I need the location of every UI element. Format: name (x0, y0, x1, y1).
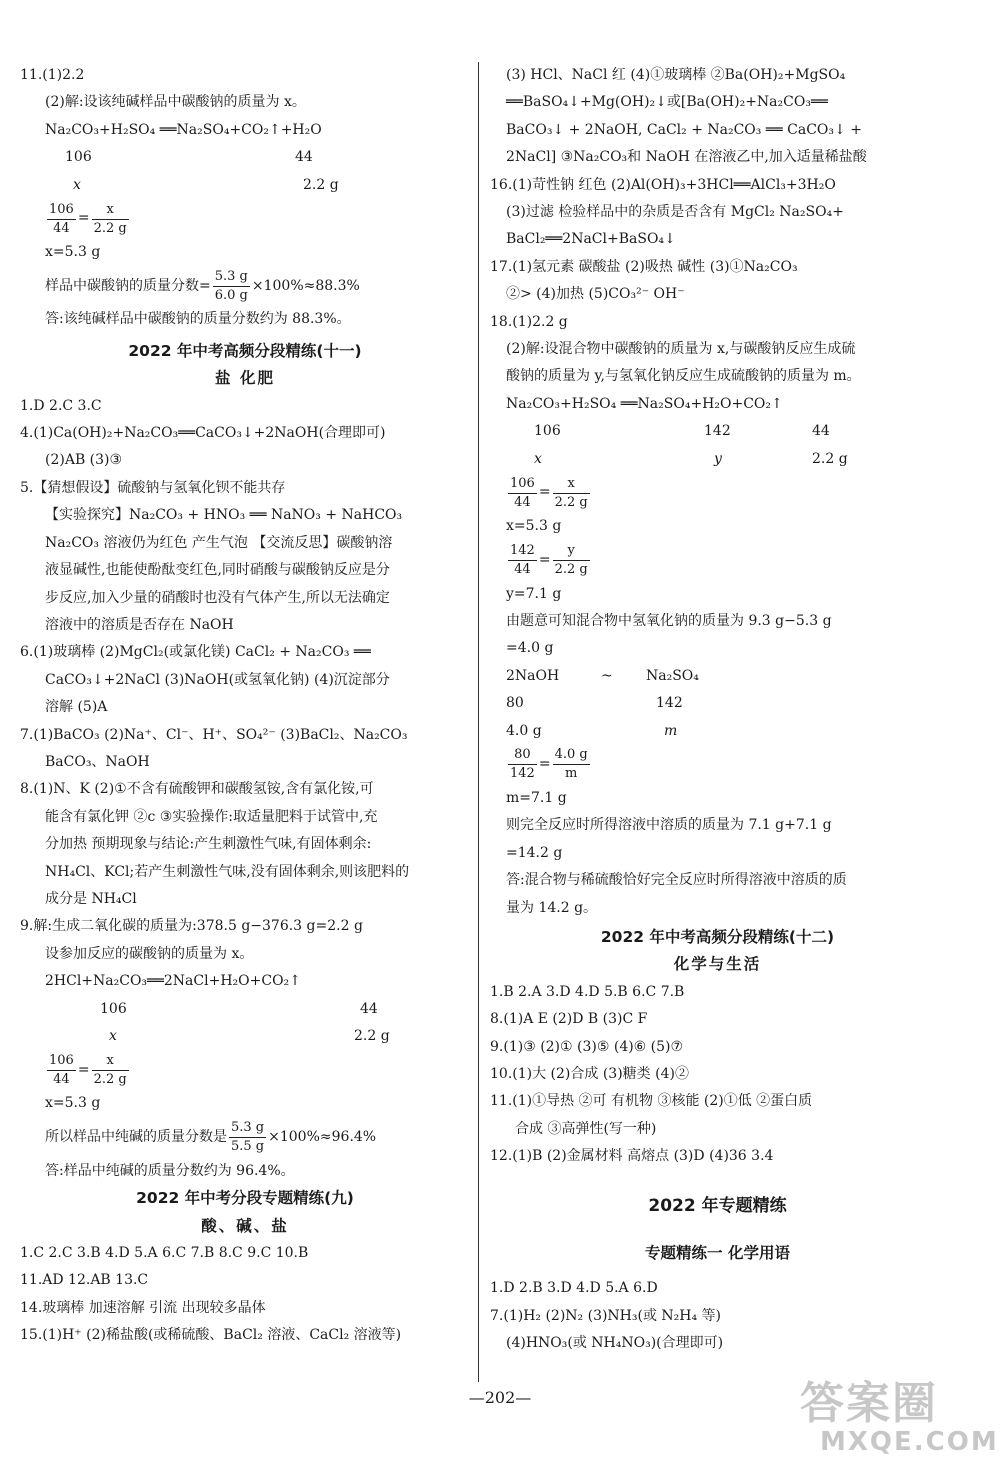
fraction-denominator: 44 (514, 494, 531, 510)
equals-sign: = (77, 210, 90, 227)
answer-text: ×100%≈88.3% (251, 277, 360, 294)
column-divider (478, 62, 479, 1382)
answer-line: (2)解:设混合物中碳酸钠的质量为 x,与碳酸钠反应生成硫 (506, 341, 856, 358)
answer-line: 15.(1)H⁺ (2)稀盐酸(或稀硫酸、BaCl₂ 溶液、CaCl₂ 溶液等) (20, 1327, 402, 1344)
section-subheading: 盐 化肥 (215, 369, 275, 388)
equals-sign: = (538, 756, 551, 773)
section-heading: 2022 年中考高频分段精练(十二) (600, 927, 835, 946)
answer-line: x=5.3 g (506, 518, 562, 535)
answer-line: 4.(1)Ca(OH)₂+Na₂CO₃══CaCO₃↓+2NaOH(合理即可) (20, 425, 386, 442)
answer-line: NH₄Cl、KCl;若产生刺激性气味,没有固体剩余,则该肥料的 (45, 863, 410, 880)
stoichiometry-row (490, 663, 945, 690)
fraction-numerator: 106 (508, 475, 537, 494)
ratio-value: 2.2 g (303, 176, 339, 193)
answer-line: 量为 14.2 g。 (506, 899, 598, 916)
section-heading: 2022 年中考分段专题精练(九) (136, 1189, 354, 1208)
answer-line: 步反应,加入少量的硝酸时也没有气体产生,所以无法确定 (45, 589, 390, 606)
ratio-value: 4.0 g (506, 722, 542, 739)
section-subheading: 酸、碱、盐 (201, 1216, 289, 1235)
mass-fraction-line (20, 266, 470, 306)
ratio-value: ~ (601, 667, 613, 684)
answer-line: 8.(1)A E (2)D B (3)C F (490, 1011, 648, 1028)
ratio-value: 2.2 g (354, 1028, 390, 1044)
answer-line: 分加热 预期现象与结论:产生刺激性气味,有固体剩余: (45, 836, 372, 853)
answer-line: 答:样品中纯碱的质量分数约为 96.4%。 (45, 1162, 295, 1179)
fraction-numerator: 4.0 g (553, 746, 590, 765)
fraction-denominator: 44 (53, 1071, 70, 1087)
equals-sign: = (538, 551, 551, 568)
fraction-numerator: 5.3 g (213, 268, 250, 287)
proportion (490, 541, 945, 581)
section-subheading: 专题精练一 化学用语 (645, 1244, 790, 1263)
answer-line: (3) HCl、NaCl 红 (4)①玻璃棒 ②Ba(OH)₂+MgSO₄ (506, 67, 846, 83)
answer-text: 所以样品中纯碱的质量分数是 (45, 1129, 227, 1146)
fraction-denominator: 2.2 g (554, 562, 588, 577)
fraction-numerator: y (553, 542, 590, 561)
watermark-bottom: MXQE.COM (820, 1427, 999, 1457)
stoichiometry-row (490, 718, 945, 745)
answer-line: Na₂CO₃ 溶液仍为红色 产生气泡 【交流反思】碳酸钠溶 (45, 534, 393, 551)
page-number: —202— (468, 1388, 532, 1407)
ratio-value: m (664, 722, 678, 739)
stoichiometry-row (490, 418, 945, 445)
answer-line: 成分是 NH₄Cl (45, 890, 137, 907)
ratio-value: 44 (812, 423, 830, 440)
answer-line: BaCl₂══2NaCl+BaSO₄↓ (506, 231, 676, 248)
answer-line: 由题意可知混合物中氢氧化钠的质量为 9.3 g−5.3 g (506, 612, 832, 629)
fraction-numerator: x (92, 201, 129, 220)
answer-line: 8.(1)N、K (2)①不含有硫酸钾和碳酸氢铵,含有氯化铵,可 (20, 781, 374, 798)
stoichiometry-row (20, 996, 470, 1023)
answer-text: 样品中碳酸钠的质量分数= (45, 277, 211, 294)
section-heading: 2022 年专题精练 (648, 1195, 787, 1216)
fraction-denominator: 44 (53, 220, 70, 236)
section-heading: 2022 年中考高频分段精练(十一) (128, 341, 362, 360)
answer-line: 11.(1)①导热 ②可 有机物 ③核能 (2)①低 ②蛋白质 (490, 1093, 813, 1110)
answer-line: 1.D 2.B 3.D 4.D 5.A 6.D (490, 1280, 658, 1297)
ratio-value: 106 (65, 149, 92, 166)
fraction-denominator: m (564, 766, 578, 782)
ratio-value: 80 (506, 695, 524, 712)
answer-line: (4)HNO₃(或 NH₄NO₃)(合理即可) (506, 1335, 724, 1352)
ratio-value: Na₂SO₄ (646, 667, 699, 684)
answer-line: 1.C 2.C 3.B 4.D 5.A 6.C 7.B 8.C 9.C 10.B (20, 1245, 309, 1262)
watermark-top: 答案圈 (800, 1378, 938, 1429)
answer-line: 1.B 2.A 3.D 4.D 5.B 6.C 7.B (490, 983, 685, 1000)
equation-line: Na₂CO₃+H₂SO₄ ══Na₂SO₄+H₂O+CO₂↑ (506, 395, 783, 412)
fraction-denominator: 2.2 g (93, 1071, 127, 1087)
answer-line: 1.D 2.C 3.C (20, 397, 102, 414)
proportion (490, 473, 945, 513)
right-column (490, 62, 945, 1358)
ratio-value: 106 (534, 423, 561, 440)
fraction-numerator: x (553, 475, 590, 494)
answer-line: 7.(1)BaCO₃ (2)Na⁺、Cl⁻、H⁺、SO₄²⁻ (3)BaCl₂、Na₂CO₃ (20, 726, 408, 743)
answer-line: y=7.1 g (506, 585, 562, 602)
stoichiometry-row (20, 144, 470, 171)
fraction-numerator: 106 (47, 201, 76, 220)
answer-line: BaCO₃、NaOH (45, 753, 150, 770)
fraction-numerator: 80 (508, 746, 537, 765)
ratio-value: y (714, 450, 722, 467)
equals-sign: = (538, 484, 551, 501)
proportion (490, 745, 945, 785)
answer-line: 12.(1)B (2)金属材料 高熔点 (3)D (4)36 3.4 (490, 1148, 774, 1165)
answer-line: 11.AD 12.AB 13.C (20, 1272, 149, 1289)
watermark-logo (800, 1378, 999, 1465)
answer-line: 答:该纯碱样品中碳酸钠的质量分数约为 88.3%。 (45, 311, 351, 328)
ratio-value: 142 (704, 423, 731, 440)
stoichiometry-row (490, 690, 945, 717)
fraction-numerator: 5.3 g (229, 1119, 266, 1138)
fraction-denominator: 5.5 g (231, 1139, 265, 1155)
answer-line: 9.(1)③ (2)① (3)⑤ (4)⑥ (5)⑦ (490, 1038, 684, 1055)
answer-line: 则完全反应时所得溶液中溶质的质量为 7.1 g+7.1 g (506, 817, 832, 834)
answer-line: 10.(1)大 (2)合成 (3)糖类 (4)② (490, 1066, 689, 1082)
answer-line: (3)过滤 检验样品中的杂质是否含有 MgCl₂ Na₂SO₄+ (506, 204, 844, 221)
answer-line: 液显碱性,也能使酚酞变红色,同时硝酸与碳酸钠反应是分 (45, 562, 390, 579)
fraction-numerator: 142 (508, 542, 537, 561)
ratio-value: 106 (100, 1000, 127, 1017)
fraction-numerator: 106 (47, 1052, 76, 1071)
answer-line: =14.2 g (506, 844, 563, 861)
answer-line: 11.(1)2.2 (20, 67, 85, 83)
answer-line: =4.0 g (506, 640, 554, 657)
answer-line: 溶解 (5)A (45, 699, 108, 716)
equation-line: 2HCl+Na₂CO₃══2NaCl+H₂O+CO₂↑ (45, 973, 301, 990)
answer-line: x=5.3 g (45, 1095, 101, 1112)
answer-line: 答:混合物与稀硫酸恰好完全反应时所得溶液中溶质的质 (506, 872, 847, 889)
fraction-denominator: 142 (510, 766, 535, 782)
answer-line: 能含有氯化钾 ②c ③实验操作:取适量肥料于试管中,充 (45, 808, 378, 825)
answer-line: 7.(1)H₂ (2)N₂ (3)NH₃(或 N₂H₄ 等) (490, 1307, 722, 1324)
answer-line: 18.(1)2.2 g (490, 313, 568, 330)
answer-line: 2NaCl] ③Na₂CO₃和 NaOH 在溶液乙中,加入适量稀盐酸 (506, 149, 867, 166)
answer-line: 17.(1)氢元素 碳酸盐 (2)吸热 碱性 (3)①Na₂CO₃ (490, 258, 798, 275)
answer-line: (2)AB (3)③ (45, 452, 123, 469)
answer-line: BaCO₃↓ + 2NaOH, CaCl₂ + Na₂CO₃ ══ CaCO₃↓ + (506, 121, 862, 138)
equation-line: Na₂CO₃+H₂SO₄ ══Na₂SO₄+CO₂↑+H₂O (45, 121, 322, 138)
answer-line: 设参加反应的碳酸钠的质量为 x。 (45, 945, 254, 962)
answer-line: CaCO₃↓+2NaCl (3)NaOH(或氢氧化钠) (4)沉淀部分 (45, 671, 390, 688)
answer-line: 5.【猜想假设】硫酸钠与氢氧化钡不能共存 (20, 479, 286, 496)
answer-line: 14.玻璃棒 加速溶解 引流 出现较多晶体 (20, 1299, 266, 1316)
ratio-value: x (534, 450, 542, 467)
answer-line: 【实验探究】Na₂CO₃ + HNO₃ ══ NaNO₃ + NaHCO₃ (45, 507, 403, 524)
fraction-denominator: 2.2 g (93, 220, 127, 236)
ratio-value: x (73, 176, 81, 193)
section-subheading: 化学与生活 (673, 955, 762, 974)
answer-text: ×100%≈96.4% (268, 1129, 377, 1146)
ratio-value: x (109, 1028, 117, 1044)
ratio-value: 2NaOH (506, 667, 560, 684)
stoichiometry-row (20, 1023, 470, 1050)
ratio-value: 44 (360, 1000, 378, 1017)
mass-fraction-line (20, 1118, 470, 1158)
answer-line: 6.(1)玻璃棒 (2)MgCl₂(或氯化镁) CaCl₂ + Na₂CO₃ ══ (20, 644, 371, 661)
left-column (20, 62, 470, 1350)
answer-line: 溶液中的溶质是否存在 NaOH (45, 616, 234, 633)
fraction-denominator: 2.2 g (554, 494, 588, 510)
answer-line: x=5.3 g (45, 244, 101, 261)
fraction-numerator: x (92, 1052, 129, 1071)
ratio-value: 44 (295, 149, 313, 166)
stoichiometry-row (20, 172, 470, 199)
answer-line: 酸钠的质量为 y,与氢氧化钠反应生成硫酸钠的质量为 m。 (506, 368, 861, 385)
answer-line: ══BaSO₄↓+Mg(OH)₂↓或[Ba(OH)₂+Na₂CO₃══ (506, 94, 828, 111)
ratio-value: 2.2 g (812, 450, 848, 467)
equals-sign: = (77, 1061, 90, 1078)
stoichiometry-row (490, 446, 945, 473)
fraction-denominator: 6.0 g (214, 287, 248, 303)
proportion (20, 199, 470, 239)
answer-line: 合成 ③高弹性(写一种) (515, 1120, 657, 1137)
answer-line: m=7.1 g (506, 789, 567, 806)
ratio-value: 142 (656, 695, 683, 712)
answer-line: 16.(1)苛性钠 红色 (2)Al(OH)₃+3HCl══AlCl₃+3H₂O (490, 176, 836, 193)
fraction-denominator: 44 (514, 562, 531, 577)
answer-line: 9.解:生成二氧化碳的质量为:378.5 g−376.3 g=2.2 g (20, 918, 363, 935)
answer-line: ②> (4)加热 (5)CO₃²⁻ OH⁻ (506, 286, 685, 303)
proportion (20, 1050, 470, 1090)
answer-line: (2)解:设该纯碱样品中碳酸钠的质量为 x。 (45, 94, 306, 111)
